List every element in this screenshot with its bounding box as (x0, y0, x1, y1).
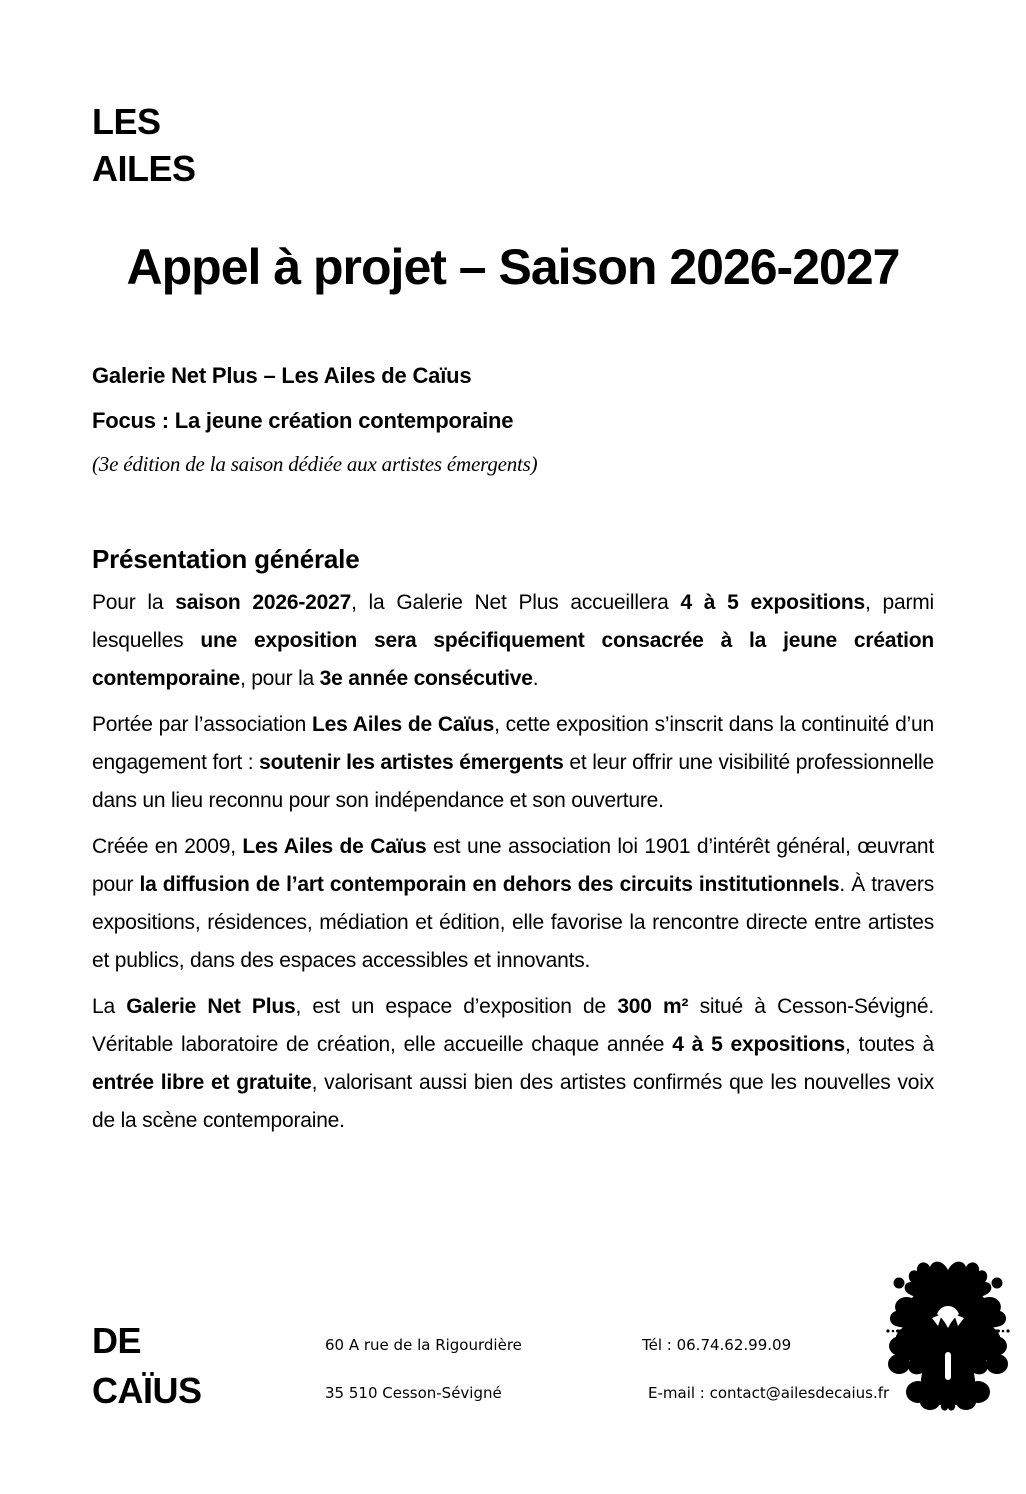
paragraph-4: La Galerie Net Plus, est un espace d’exposition de 300 m² situé à Cesson-Sévigné. Véritable laboratoire de création, elle accueille chaque année 4 à 5 expositions, toutes à entrée libre et gratuite, valorisant aussi bien des artistes confirmés que les nouvelles voix de la scène contemporaine. (92, 995, 935, 1132)
section-body (92, 584, 934, 1148)
footer-phone: Tél : 06.74.62.99.09 (642, 1336, 792, 1354)
footer-email: E-mail : contact@ailesdecaius.fr (648, 1384, 890, 1402)
wordmark-line-de: DE (92, 1320, 142, 1361)
paragraph-1: Pour la saison 2026-2027, la Galerie Net Plus accueillera 4 à 5 expositions, parmi lesquelles une exposition sera spécifiquement consacrée à la jeune création contemporaine, pour la 3e année consécutive. (92, 591, 935, 690)
footer-address-line1: 60 A rue de la Rigourdière (325, 1336, 522, 1354)
document-title: Appel à projet – Saison 2026-2027 (126, 239, 900, 295)
subtitle-edition-note: (3e édition de la saison dédiée aux artistes émergents) (92, 452, 538, 476)
paragraph-3: Créée en 2009, Les Ailes de Caïus est une association loi 1901 d’intérêt général, œuvrant pour la diffusion de l’art contemporain en dehors des circuits institutionnels. À travers expositions, résidences, médiation et édition, elle favorise la rencontre directe entre artistes et publics, dans des espaces accessibles et innovants. (92, 835, 934, 972)
wordmark-line-caius: CAÏUS (92, 1370, 202, 1411)
wordmark-top (92, 98, 196, 192)
wordmark-bottom (92, 1316, 202, 1416)
paragraph-2: Portée par l’association Les Ailes de Caïus, cette exposition s’inscrit dans la continuité d’un engagement fort : soutenir les artistes émergents et leur offrir une visibilité professionnelle dans un lieu reconnu pour son indépendance et son ouverture. (92, 713, 935, 812)
rorschach-inkblot-icon (884, 1256, 1012, 1412)
footer-address-line2: 35 510 Cesson-Sévigné (325, 1384, 502, 1402)
wordmark-line-ailes: AILES (92, 148, 196, 189)
wordmark-line-les: LES (92, 101, 161, 142)
section-heading-presentation: Présentation générale (92, 544, 360, 574)
subtitle-focus: Focus : La jeune création contemporaine (92, 408, 514, 433)
subtitle-gallery: Galerie Net Plus – Les Ailes de Caïus (92, 363, 472, 388)
